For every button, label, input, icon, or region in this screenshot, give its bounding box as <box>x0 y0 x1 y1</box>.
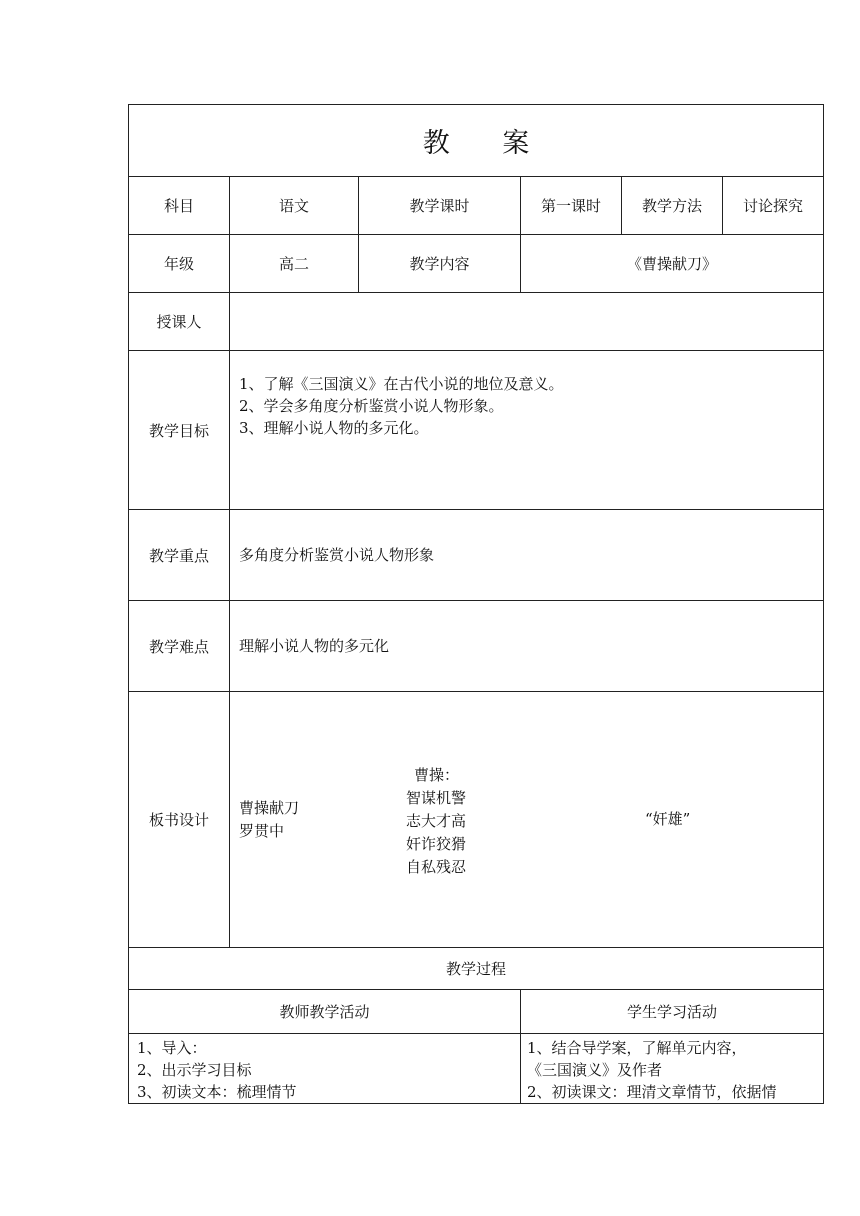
lesson-plan-table <box>128 104 824 1104</box>
hours-value: 第一课时 <box>521 177 622 235</box>
board-middle-column <box>406 764 466 879</box>
student-step: 《三国演义》及作者 <box>527 1061 663 1079</box>
subject-label: 科目 <box>129 177 230 235</box>
content-value: 《曹操献刀》 <box>521 235 824 293</box>
student-step: 1、结合导学案，了解单元内容， <box>527 1039 747 1057</box>
student-steps-cell <box>521 1034 824 1104</box>
method-label: 教学方法 <box>622 177 723 235</box>
board-left-line: 曹操献刀 <box>239 799 300 817</box>
hours-label: 教学课时 <box>359 177 521 235</box>
student-step: 2、初读课文：理清文章情节，依据情 <box>527 1083 777 1101</box>
student-activity-label: 学生学习活动 <box>521 990 824 1034</box>
grade-label: 年级 <box>129 235 230 293</box>
board-middle-head: 曹操： <box>414 766 460 784</box>
method-value: 讨论探究 <box>723 177 824 235</box>
teacher-step: 3、初读文本：梳理情节 <box>137 1083 297 1101</box>
grade-value: 高二 <box>230 235 359 293</box>
board-trait: 志大才高 <box>406 812 467 830</box>
board-conclusion: “奸雄” <box>645 810 691 828</box>
goals-cell <box>230 351 824 510</box>
key-value: 多角度分析鉴赏小说人物形象 <box>230 510 824 601</box>
document-title: 教 案 <box>129 105 824 177</box>
goal-item: 3、理解小说人物的多元化。 <box>239 419 429 437</box>
teacher-activity-label: 教师教学活动 <box>129 990 521 1034</box>
board-left-column <box>239 797 299 843</box>
goal-item: 1、了解《三国演义》在古代小说的地位及意义。 <box>239 375 564 393</box>
difficulty-label: 教学难点 <box>129 601 230 692</box>
process-title: 教学过程 <box>129 948 824 990</box>
content-label: 教学内容 <box>359 235 521 293</box>
board-label: 板书设计 <box>129 692 230 948</box>
teacher-step: 1、导入： <box>137 1039 207 1057</box>
goals-label: 教学目标 <box>129 351 230 510</box>
teacher-step: 2、出示学习目标 <box>137 1061 252 1079</box>
difficulty-value: 理解小说人物的多元化 <box>230 601 824 692</box>
board-trait: 自私残忍 <box>406 858 467 876</box>
subject-value: 语文 <box>230 177 359 235</box>
teacher-label: 授课人 <box>129 293 230 351</box>
board-trait: 奸诈狡猾 <box>406 835 467 853</box>
board-trait: 智谋机警 <box>406 789 467 807</box>
board-design-cell <box>230 692 824 948</box>
board-left-line: 罗贯中 <box>239 822 285 840</box>
teacher-steps-cell <box>129 1034 521 1104</box>
teacher-value <box>230 293 824 351</box>
key-label: 教学重点 <box>129 510 230 601</box>
goal-item: 2、学会多角度分析鉴赏小说人物形象。 <box>239 397 504 415</box>
